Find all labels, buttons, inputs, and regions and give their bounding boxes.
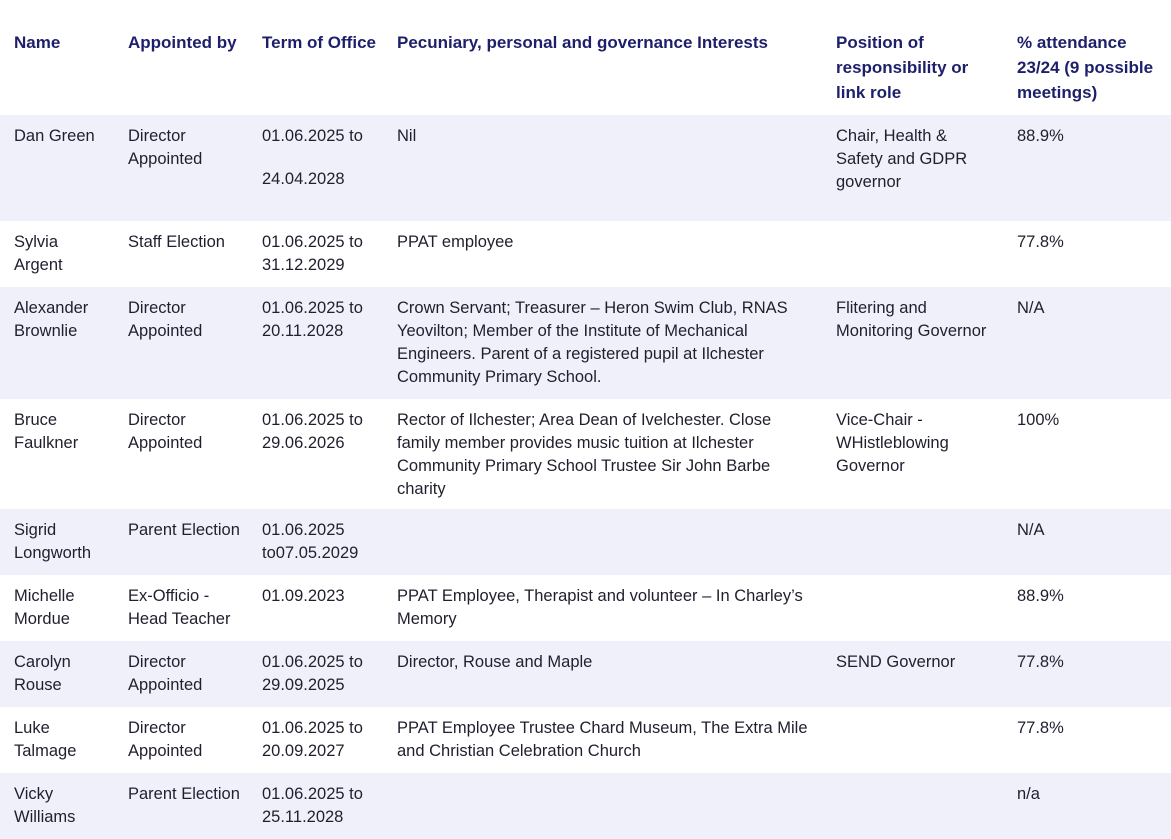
term-start: 01.06.2025 to: [262, 299, 363, 317]
table-row: [0, 399, 1171, 509]
table-body: [0, 115, 1171, 839]
cell-term: [248, 707, 383, 773]
term-end: 24.04.2028: [262, 170, 345, 188]
term-start: 01.06.2025 to: [262, 411, 363, 429]
cell-appointed-by: Parent Election: [114, 773, 248, 839]
term-start: 01.06.2025 to: [262, 233, 363, 251]
table-row: [0, 641, 1171, 707]
header-position: Position of responsibility or link role: [822, 0, 1003, 115]
term-start: 01.06.2025 to: [262, 653, 363, 671]
header-row: [0, 0, 1171, 115]
table-row: [0, 575, 1171, 641]
cell-attendance: n/a: [1003, 773, 1171, 839]
table-row: [0, 221, 1171, 287]
cell-position: [822, 773, 1003, 839]
cell-appointed-by: Director Appointed: [114, 287, 248, 399]
cell-position: Chair, Health & Safety and GDPR governor: [822, 115, 1003, 221]
term-end: 31.12.2029: [262, 256, 345, 274]
cell-position: [822, 707, 1003, 773]
header-interests: Pecuniary, personal and governance Interests: [383, 0, 822, 115]
cell-name: Sigrid Longworth: [0, 509, 114, 575]
cell-name: Bruce Faulkner: [0, 399, 114, 509]
cell-attendance: N/A: [1003, 287, 1171, 399]
cell-appointed-by: Parent Election: [114, 509, 248, 575]
cell-term: [248, 509, 383, 575]
cell-position: [822, 575, 1003, 641]
header-appointed-by: Appointed by: [114, 0, 248, 115]
term-start: 01.06.2025 to: [262, 719, 363, 737]
cell-name: Michelle Mordue: [0, 575, 114, 641]
cell-interests: PPAT employee: [383, 221, 822, 287]
cell-term: [248, 221, 383, 287]
table-header: [0, 0, 1171, 115]
cell-position: Flitering and Monitoring Governor: [822, 287, 1003, 399]
cell-name: Dan Green: [0, 115, 114, 221]
term-start: 01.09.2023: [262, 587, 345, 605]
term-end: 29.06.2026: [262, 434, 345, 452]
cell-name: Luke Talmage: [0, 707, 114, 773]
cell-attendance: 77.8%: [1003, 221, 1171, 287]
cell-interests: PPAT Employee, Therapist and volunteer – In Charley’s Memory: [383, 575, 822, 641]
cell-position: [822, 221, 1003, 287]
table-row: [0, 707, 1171, 773]
header-term: Term of Office: [248, 0, 383, 115]
cell-attendance: 100%: [1003, 399, 1171, 509]
cell-name: Sylvia Argent: [0, 221, 114, 287]
term-start: 01.06.2025 to: [262, 785, 363, 803]
cell-attendance: 88.9%: [1003, 115, 1171, 221]
cell-appointed-by: Staff Election: [114, 221, 248, 287]
cell-appointed-by: Ex-Officio - Head Teacher: [114, 575, 248, 641]
cell-attendance: N/A: [1003, 509, 1171, 575]
cell-interests: Crown Servant; Treasurer – Heron Swim Club, RNAS Yeovilton; Member of the Institute of Mechanical Engineers. Parent of a registered pupil at Ilchester Community Primary School.: [383, 287, 822, 399]
header-attendance: % attendance 23/24 (9 possible meetings): [1003, 0, 1171, 115]
table-row: [0, 509, 1171, 575]
table-row: [0, 287, 1171, 399]
term-start: 01.06.2025 to: [262, 127, 363, 145]
cell-term: [248, 773, 383, 839]
cell-term: [248, 287, 383, 399]
cell-name: Vicky Williams: [0, 773, 114, 839]
cell-term: [248, 399, 383, 509]
cell-name: Carolyn Rouse: [0, 641, 114, 707]
cell-interests: Nil: [383, 115, 822, 221]
cell-interests: [383, 773, 822, 839]
header-name: Name: [0, 0, 114, 115]
cell-attendance: 77.8%: [1003, 641, 1171, 707]
cell-position: SEND Governor: [822, 641, 1003, 707]
term-end: to07.05.2029: [262, 544, 359, 562]
cell-appointed-by: Director Appointed: [114, 115, 248, 221]
cell-term: [248, 641, 383, 707]
table-row: [0, 773, 1171, 839]
cell-term: [248, 115, 383, 221]
cell-interests: Director, Rouse and Maple: [383, 641, 822, 707]
term-end: 20.09.2027: [262, 742, 345, 760]
cell-interests: PPAT Employee Trustee Chard Museum, The Extra Mile and Christian Celebration Church: [383, 707, 822, 773]
term-end: 20.11.2028: [262, 322, 344, 340]
cell-position: [822, 509, 1003, 575]
term-start: 01.06.2025: [262, 521, 345, 539]
cell-interests: [383, 509, 822, 575]
cell-attendance: 77.8%: [1003, 707, 1171, 773]
table-row: [0, 115, 1171, 221]
cell-attendance: 88.9%: [1003, 575, 1171, 641]
cell-appointed-by: Director Appointed: [114, 707, 248, 773]
cell-position: Vice-Chair - WHistleblowing Governor: [822, 399, 1003, 509]
cell-term: [248, 575, 383, 641]
cell-appointed-by: Director Appointed: [114, 641, 248, 707]
term-end: 25.11.2028: [262, 808, 344, 826]
cell-interests: Rector of Ilchester; Area Dean of Ivelchester. Close family member provides music tuition at Ilchester Community Primary School Trustee Sir John Barbe charity: [383, 399, 822, 509]
cell-appointed-by: Director Appointed: [114, 399, 248, 509]
cell-name: Alexander Brownlie: [0, 287, 114, 399]
term-end: 29.09.2025: [262, 676, 345, 694]
